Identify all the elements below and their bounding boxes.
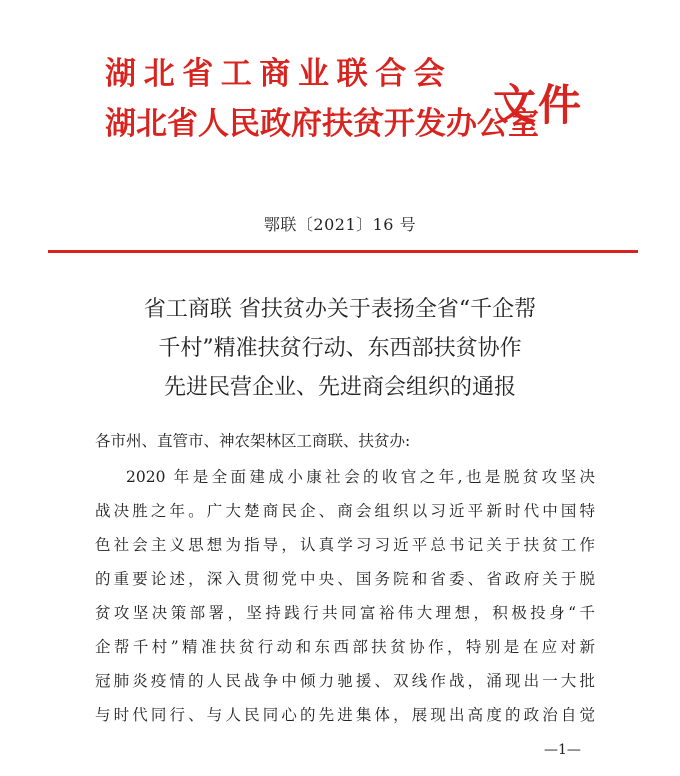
page-number: —1— [544,742,581,758]
addressee: 各市州、直管市、神农架林区工商联、扶贫办: [95,432,411,450]
document-header [105,38,585,168]
body-line: 2020 年是全面建成小康社会的收官之年,也是脱贫攻坚决 [126,468,595,486]
title-line: 省工商联 省扶贫办关于表扬全省“千企帮 [143,297,537,322]
body-line: 贫攻坚决策部署，坚持践行共同富裕伟大理想，积极投身“千 [95,604,595,622]
title-line: 先进民营企业、先进商会组织的通报 [163,375,516,400]
body-paragraph [95,466,595,738]
issuer-line-1: 湖北省工商业联合会 [105,56,453,92]
body-line: 企帮千村”精准扶贫行动和东西部扶贫协作，特别是在应对新 [95,638,595,656]
notice-title [0,290,680,407]
document-number: 鄂联〔2021〕16 号 [263,215,417,234]
body-line: 色社会主义思想为指导，认真学习习近平总书记关于扶贫工作 [95,536,595,554]
title-line: 千村”精准扶贫行动、东西部扶贫协作 [158,336,522,361]
body-line: 冠肺炎疫情的人民战争中倾力驰援、双线作战，涌现出一大批 [95,672,595,690]
body-line: 战决胜之年。广大楚商民企、商会组织以习近平新时代中国特 [95,502,595,520]
header-divider [48,250,638,253]
body-line: 与时代同行、与人民同心的先进集体，展现出高度的政治自觉 [95,706,595,724]
body-line: 的重要论述，深入贯彻党中央、国务院和省委、省政府关于脱 [95,570,595,588]
issuer-line-2: 湖北省人民政府扶贫开发办公室 [105,106,539,142]
document-label: 文件 [493,81,583,131]
